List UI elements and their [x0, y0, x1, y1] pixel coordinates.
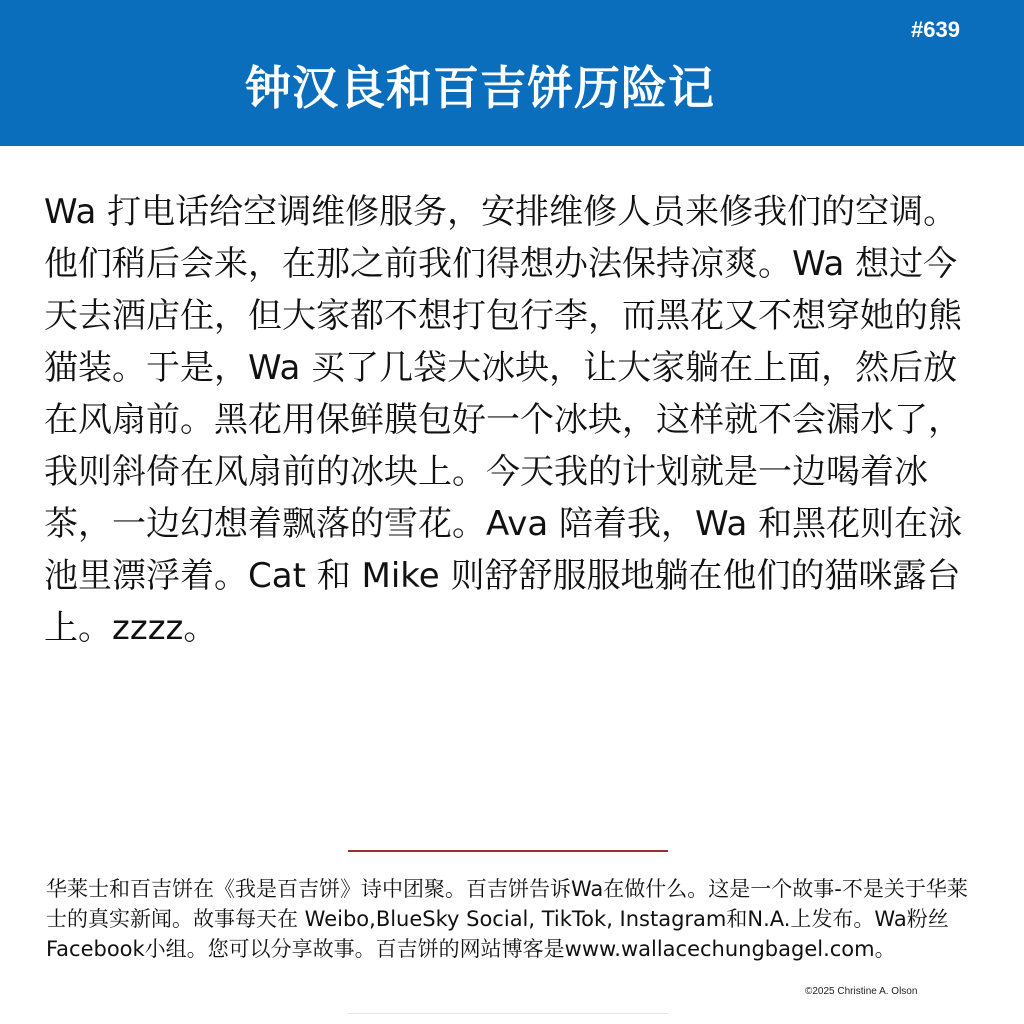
episode-number: #639	[911, 17, 960, 42]
copyright-notice: ©2025 Christine A. Olson	[805, 986, 918, 997]
story-text: Wa 打电话给空调维修服务，安排维修人员来修我们的空调。他们稍后会来，在那之前我们得想办法保持凉爽。Wa 想过今天去酒店住，但大家都不想打包行李，而黑花又不想穿她的熊猫装。于是，Wa 买了几袋大冰块，让大家躺在上面，然后放在风扇前。黑花用保鲜膜包好一个冰块，这样就不会漏水了，我则斜倚在风扇前的冰块上。今天我的计划就是一边喝着冰茶，一边幻想着飘落的雪花。Ava 陪着我，Wa 和黑花则在泳池里漂浮着。Cat 和 Mike 则舒舒服服地躺在他们的猫咪露台上。zzzz。	[44, 192, 963, 648]
page-title: 钟汉良和百吉饼历险记	[245, 61, 715, 115]
bottom-divider	[348, 1013, 668, 1014]
divider-line	[348, 850, 668, 852]
header-banner	[0, 0, 1024, 146]
footer-note: 华莱士和百吉饼在《我是百吉饼》诗中团聚。百吉饼告诉Wa在做什么。这是一个故事-不是关于华莱士的真实新闻。故事每天在 Weibo,BlueSky Social, TikTok, Instagram和N.A.上发布。Wa粉丝Facebook小组。您可以分享故事。百吉饼的网站博客是www.wallacechungbagel.com。	[46, 877, 968, 961]
